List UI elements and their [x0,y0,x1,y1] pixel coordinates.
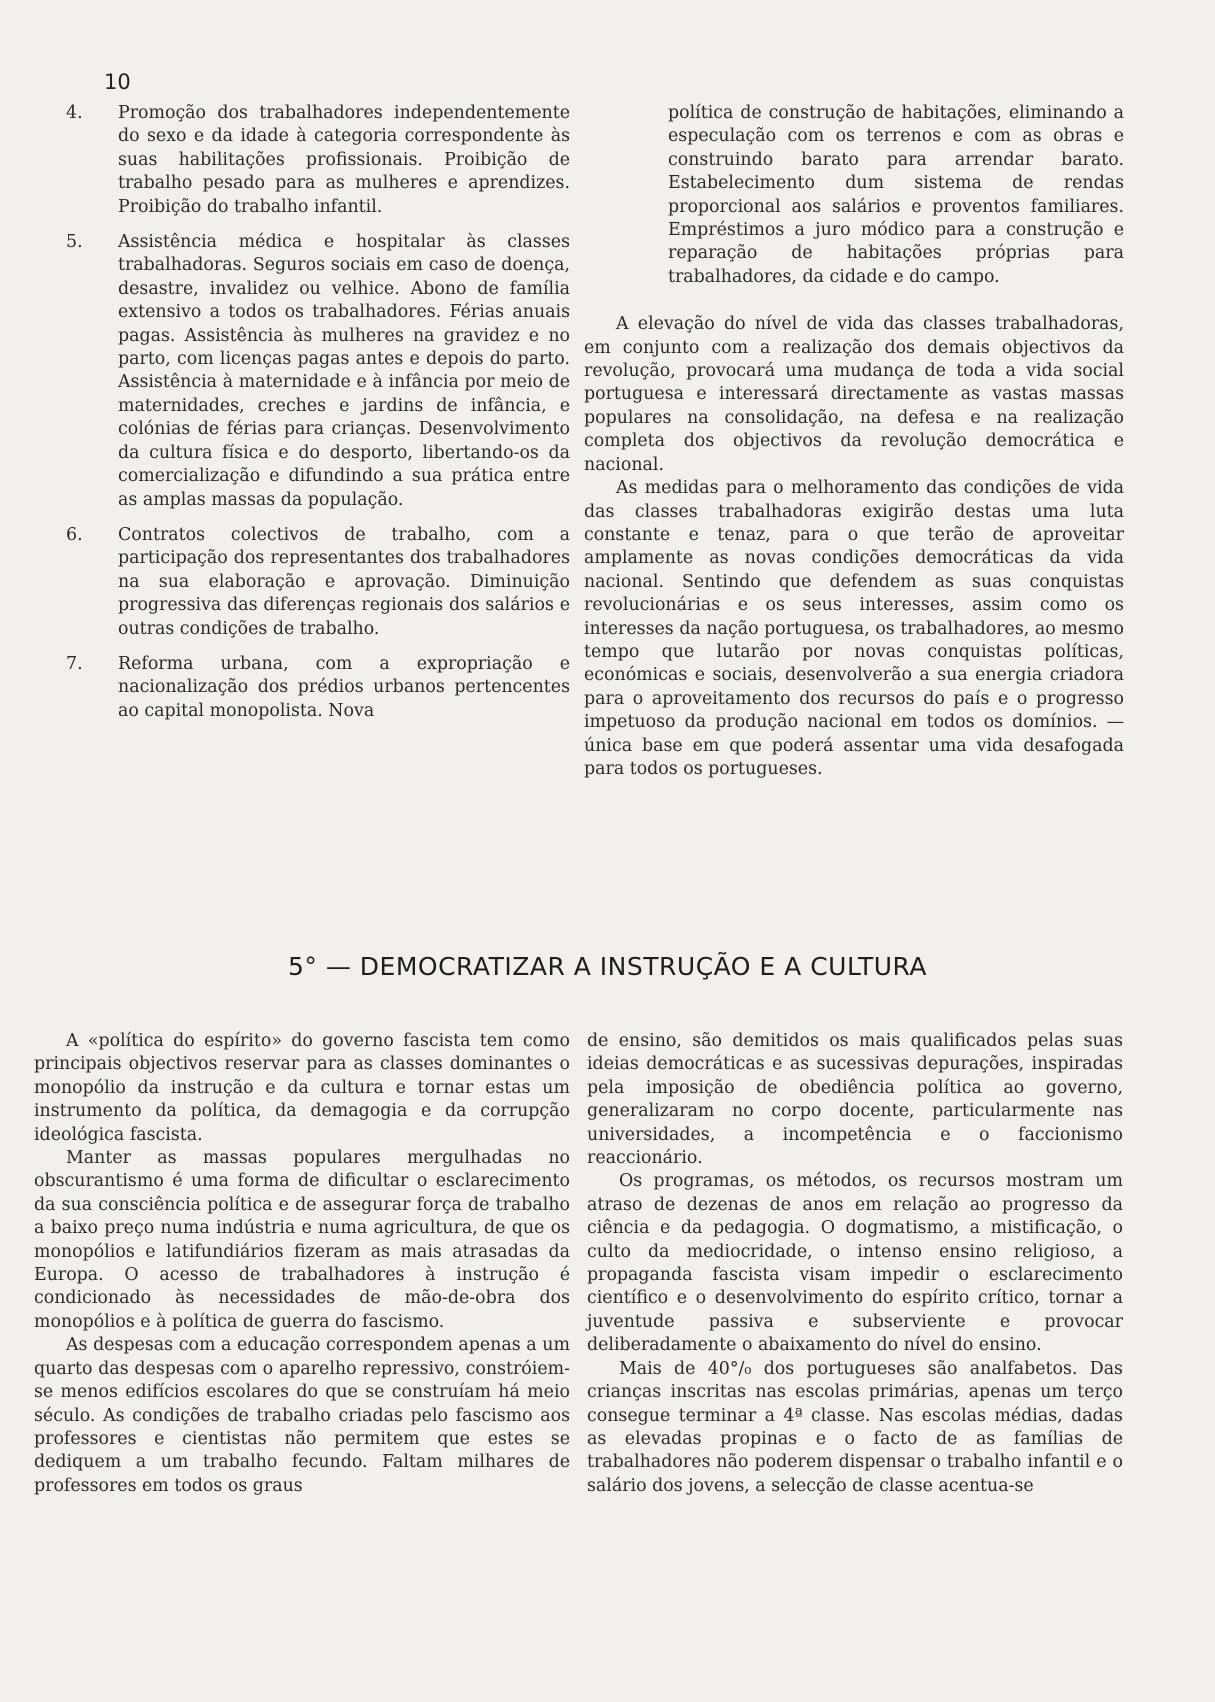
bottom-left-column [34,1030,570,1498]
item-number: 6. [66,524,83,545]
paragraph: A elevação do nível de vida das classes trabalhadoras, em conjunto com a realização dos demais objectivos da revolução, provocará uma mudança de toda a vida social portuguesa e interessará directamente as vastas massas populares na consolidação, na defesa e na realização completa dos objectivos da revolução democrática e nacional. [584,314,1124,475]
item-text: Contratos colectivos de trabalho, com a participação dos representantes dos trabalhadores na sua elaboração e aprovação. Diminuição progressiva das diferenças regionais dos salários e outras condições de trabalho. [118,524,570,639]
list-item [66,102,570,219]
bottom-right-column [587,1030,1123,1498]
section-heading: 5° — DEMOCRATIZAR A INSTRUÇÃO E A CULTURA [288,952,927,981]
item-number: 4. [66,103,83,123]
item-number: 7. [66,653,83,674]
paragraph: As despesas com a educação correspondem apenas a um quarto das despesas com o aparelho repressivo, constróiem-se menos edifícios escolares do que se construíam há meio século. As condições de trabalho criadas pelo fascismo aos professores e cientistas não permitem que estes se dediquem a um trabalho fecundo. Faltam milhares de professores em todos os graus [34,1335,570,1496]
item-text: Reforma urbana, com a expropriação e nacionalização dos prédios urbanos pertencentes ao capital monopolista. Nova [118,653,570,721]
list-item [66,231,570,512]
item-text: Promoção dos trabalhadores independentemente do sexo e da idade à categoria correspondente às suas habilitações profissionais. Proibição de trabalho pesado para as mulheres e aprendizes. Proibição do trabalho infantil. [118,103,570,217]
item-text: Assistência médica e hospitalar às classes trabalhadoras. Seguros sociais em caso de doença, desastre, invalidez ou velhice. Abono de família extensivo a todos os trabalhadores. Férias anuais pagas. Assistência às mulheres na gravidez e no parto, com licenças pagas antes e depois do parto. Assistência à maternidade e à infância por meio de maternidades, creches e jardins de infância, e colónias de férias para crianças. Desenvolvimento da cultura física e do desporto, libertando-os da comercialização e difundindo a sua prática entre as amplas massas da população. [118,232,570,510]
paragraph: As medidas para o melhoramento das condições de vida das classes trabalhadoras exigirão destas uma luta constante e tenaz, para o que terão de aproveitar amplamente as novas condições democráticas da vida nacional. Sentindo que defendem as suas conquistas revolucionárias e os seus interesses, assim como os interesses da nação portuguesa, os trabalhadores, ao mesmo tempo que lutarão por novas conquistas políticas, económicas e sociais, desenvolverão a sua energia criadora para o aproveitamento dos recursos do país e o progresso impetuoso da produção nacional em todos os domínios. — única base em que poderá assentar uma vida desafogada para todos os portugueses. [584,478,1124,779]
top-left-column [66,102,570,735]
item-number: 5. [66,232,83,253]
item-continuation: política de construção de habitações, eliminando a especulação com os terrenos e com as obras e construindo barato para arrendar barato. Estabelecimento dum sistema de rendas proporcional aos salários e proventos familiares. Empréstimos a juro módico para a construção e reparação de habitações próprias para trabalhadores, da cidade e do campo. [668,103,1124,287]
paragraph: Mais de 40°/₀ dos portugueses são analfabetos. Das crianças inscritas nas escolas primárias, apenas um terço consegue terminar a 4ª classe. Nas escolas médias, dadas as elevadas propinas e o facto de as famílias de trabalhadores não poderem dispensar o trabalho infantil e o salário dos jovens, a selecção de classe acentua-se [587,1358,1123,1496]
paragraph: Manter as massas populares mergulhadas no obscurantismo é uma forma de dificultar o esclarecimento da sua consciência política e de assegurar força de trabalho a baixo preço numa indústria e numa agricultura, de que os monopólios e latifundiários fizeram as mais atrasadas da Europa. O acesso de trabalhadores à instrução é condicionado às necessidades de mão-de-obra dos monopólios e à política de guerra do fascismo. [34,1148,570,1332]
paragraph: A «política do espírito» do governo fascista tem como principais objectivos reservar para as classes dominantes o monopólio da instrução e da cultura e tornar estas um instrumento da política, da demagogia e da corrupção ideológica fascista. [34,1031,570,1145]
paragraph: Os programas, os métodos, os recursos mostram um atraso de dezenas de anos em relação ao progresso da ciência e da pedagogia. O dogmatismo, a mistificação, o culto da mediocridade, o intenso ensino religioso, a propaganda fascista visam impedir o esclarecimento científico e o desenvolvimento do espírito crítico, tornar a juventude passiva e subserviente e provocar deliberadamente o abaixamento do nível do ensino. [587,1171,1123,1356]
page-number: 10 [104,70,131,94]
top-right-column [584,102,1124,781]
list-item [66,524,570,641]
list-item [66,653,570,723]
paragraph-continuation: de ensino, são demitidos os mais qualificados pelas suas ideias democráticas e as sucessivas depurações, inspiradas pela imposição de obediência política ao governo, generalizaram no corpo docente, particularmente nas universidades, a incompetência e o faccionismo reaccionário. [587,1031,1123,1169]
